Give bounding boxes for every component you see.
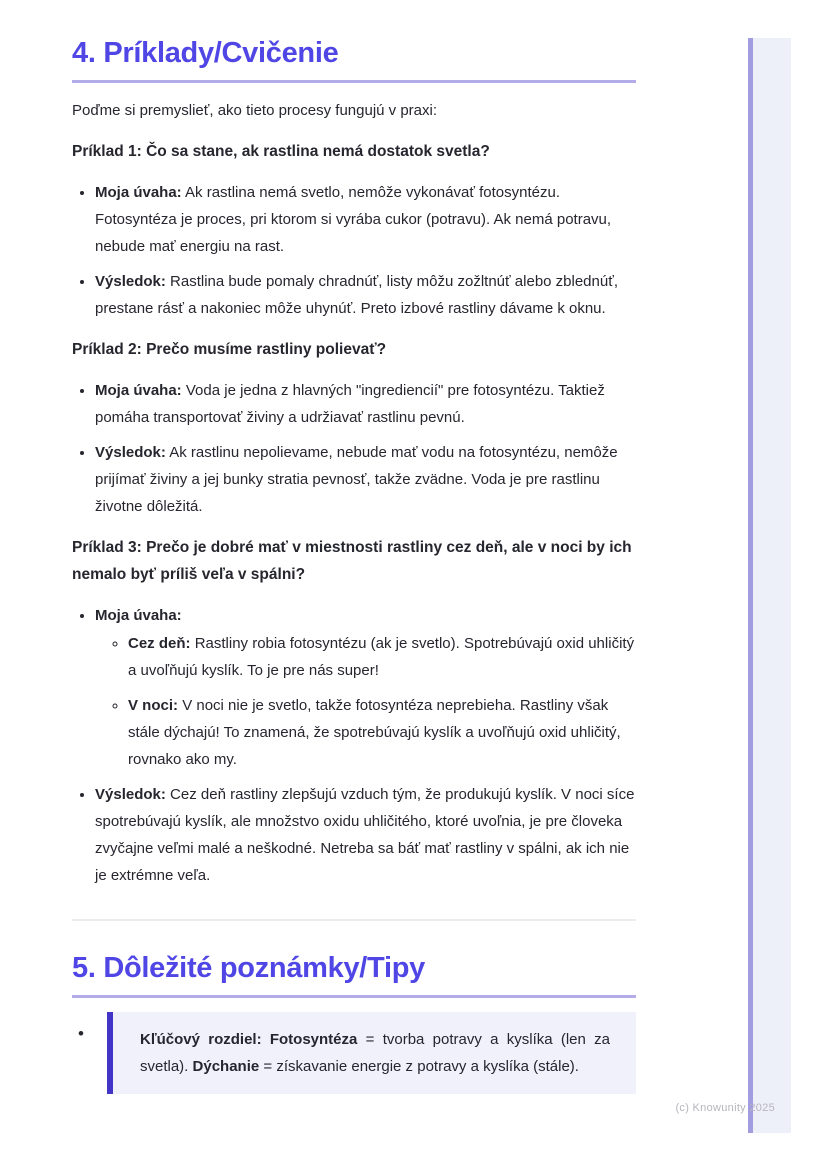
list-item xyxy=(95,602,636,773)
section-title-notes: 5. Dôležité poznámky/Tipy xyxy=(72,952,425,984)
example-3-sublist xyxy=(95,630,636,773)
bullet-label: Cez deň: xyxy=(128,635,191,652)
bullet-text: Rastlina bude pomaly chradnúť, listy môžu zožltnúť alebo zblednúť, prestane rásť a nakoniec môže uhynúť. Preto izbové rastliny dávame k oknu. xyxy=(95,273,619,317)
list-item xyxy=(95,439,636,520)
list-item xyxy=(95,268,636,322)
list-item xyxy=(107,1012,636,1094)
bullet-text: Voda je jedna z hlavných "ingrediencií" pre fotosyntézu. Taktiež pomáha transportovať živiny a udržiavať rastlinu pevnú. xyxy=(95,382,605,426)
callout-text: = tvorba potravy a kyslíka (len za svetla). xyxy=(140,1031,610,1075)
sub-list-item xyxy=(128,630,636,684)
example-3-heading: Príklad 3: Prečo je dobré mať v miestnosti rastliny cez deň, ale v noci by ich nemalo byť príliš veľa v spálni? xyxy=(72,539,632,583)
bullet-label: Výsledok: xyxy=(95,786,166,803)
heading-underline xyxy=(72,80,636,83)
bullet-label: Výsledok: xyxy=(95,273,166,290)
document-content xyxy=(72,36,636,1094)
section-title-examples: 4. Príklady/Cvičenie xyxy=(72,37,339,69)
bullet-label: Moja úvaha: xyxy=(95,607,182,624)
list-item xyxy=(95,179,636,260)
bullet-text: Cez deň rastliny zlepšujú vzduch tým, že produkujú kyslík. V noci síce spotrebúvajú kyslík, ale množstvo oxidu uhličitého, ktoré uvoľnia, je pre človeka zvyčajne veľmi malé a neškodné. Netreba sa báť mať rastliny v spálni, ak ich nie je extrémne veľa. xyxy=(95,786,635,884)
copyright-text: (c) Knowunity 2025 xyxy=(675,1102,775,1114)
example-1-heading: Príklad 1: Čo sa stane, ak rastlina nemá dostatok svetla? xyxy=(72,143,490,160)
bullet-text: Ak rastlina nemá svetlo, nemôže vykonávať fotosyntézu. Fotosyntéza je proces, pri ktorom si vyrába cukor (potravu). Ak nemá potravu, nebude mať energiu na rast. xyxy=(95,184,612,255)
page-edge-strip xyxy=(748,38,791,1133)
example-2-list xyxy=(72,377,636,520)
notes-list xyxy=(72,1012,636,1094)
key-difference-callout xyxy=(107,1012,636,1094)
bullet-label: V noci: xyxy=(128,697,179,714)
example-3-list xyxy=(72,602,636,889)
bullet-text: Rastliny robia fotosyntézu (ak je svetlo). Spotrebúvajú oxid uhličitý a uvoľňujú kyslík. To je pre nás super! xyxy=(128,635,635,679)
intro-paragraph: Poďme si premyslieť, ako tieto procesy fungujú v praxi: xyxy=(72,102,438,119)
bullet-label: Moja úvaha: xyxy=(95,382,182,399)
bullet-text: Ak rastlinu nepolievame, nebude mať vodu na fotosyntézu, nemôže prijímať živiny a jej bunky stratia pevnosť, takže zvädne. Voda je pre rastlinu životne dôležitá. xyxy=(95,444,618,515)
heading-underline xyxy=(72,995,636,998)
list-item xyxy=(95,781,636,889)
callout-bold-text: Dýchanie xyxy=(192,1058,260,1075)
bullet-text: V noci nie je svetlo, takže fotosyntéza neprebieha. Rastliny však stále dýchajú! To znamená, že spotrebúvajú kyslík a uvoľňujú oxid uhličitý, rovnako ako my. xyxy=(128,697,621,768)
bullet-label: Moja úvaha: xyxy=(95,184,182,201)
callout-bold-text: Kľúčový rozdiel: Fotosyntéza xyxy=(140,1031,358,1048)
sub-list-item xyxy=(128,692,636,773)
callout-text: = získavanie energie z potravy a kyslíka (stále). xyxy=(259,1058,579,1075)
bullet-label: Výsledok: xyxy=(95,444,166,461)
section-divider xyxy=(72,919,636,921)
example-2-heading: Príklad 2: Prečo musíme rastliny polievať? xyxy=(72,341,387,358)
example-1-list xyxy=(72,179,636,322)
list-item xyxy=(95,377,636,431)
